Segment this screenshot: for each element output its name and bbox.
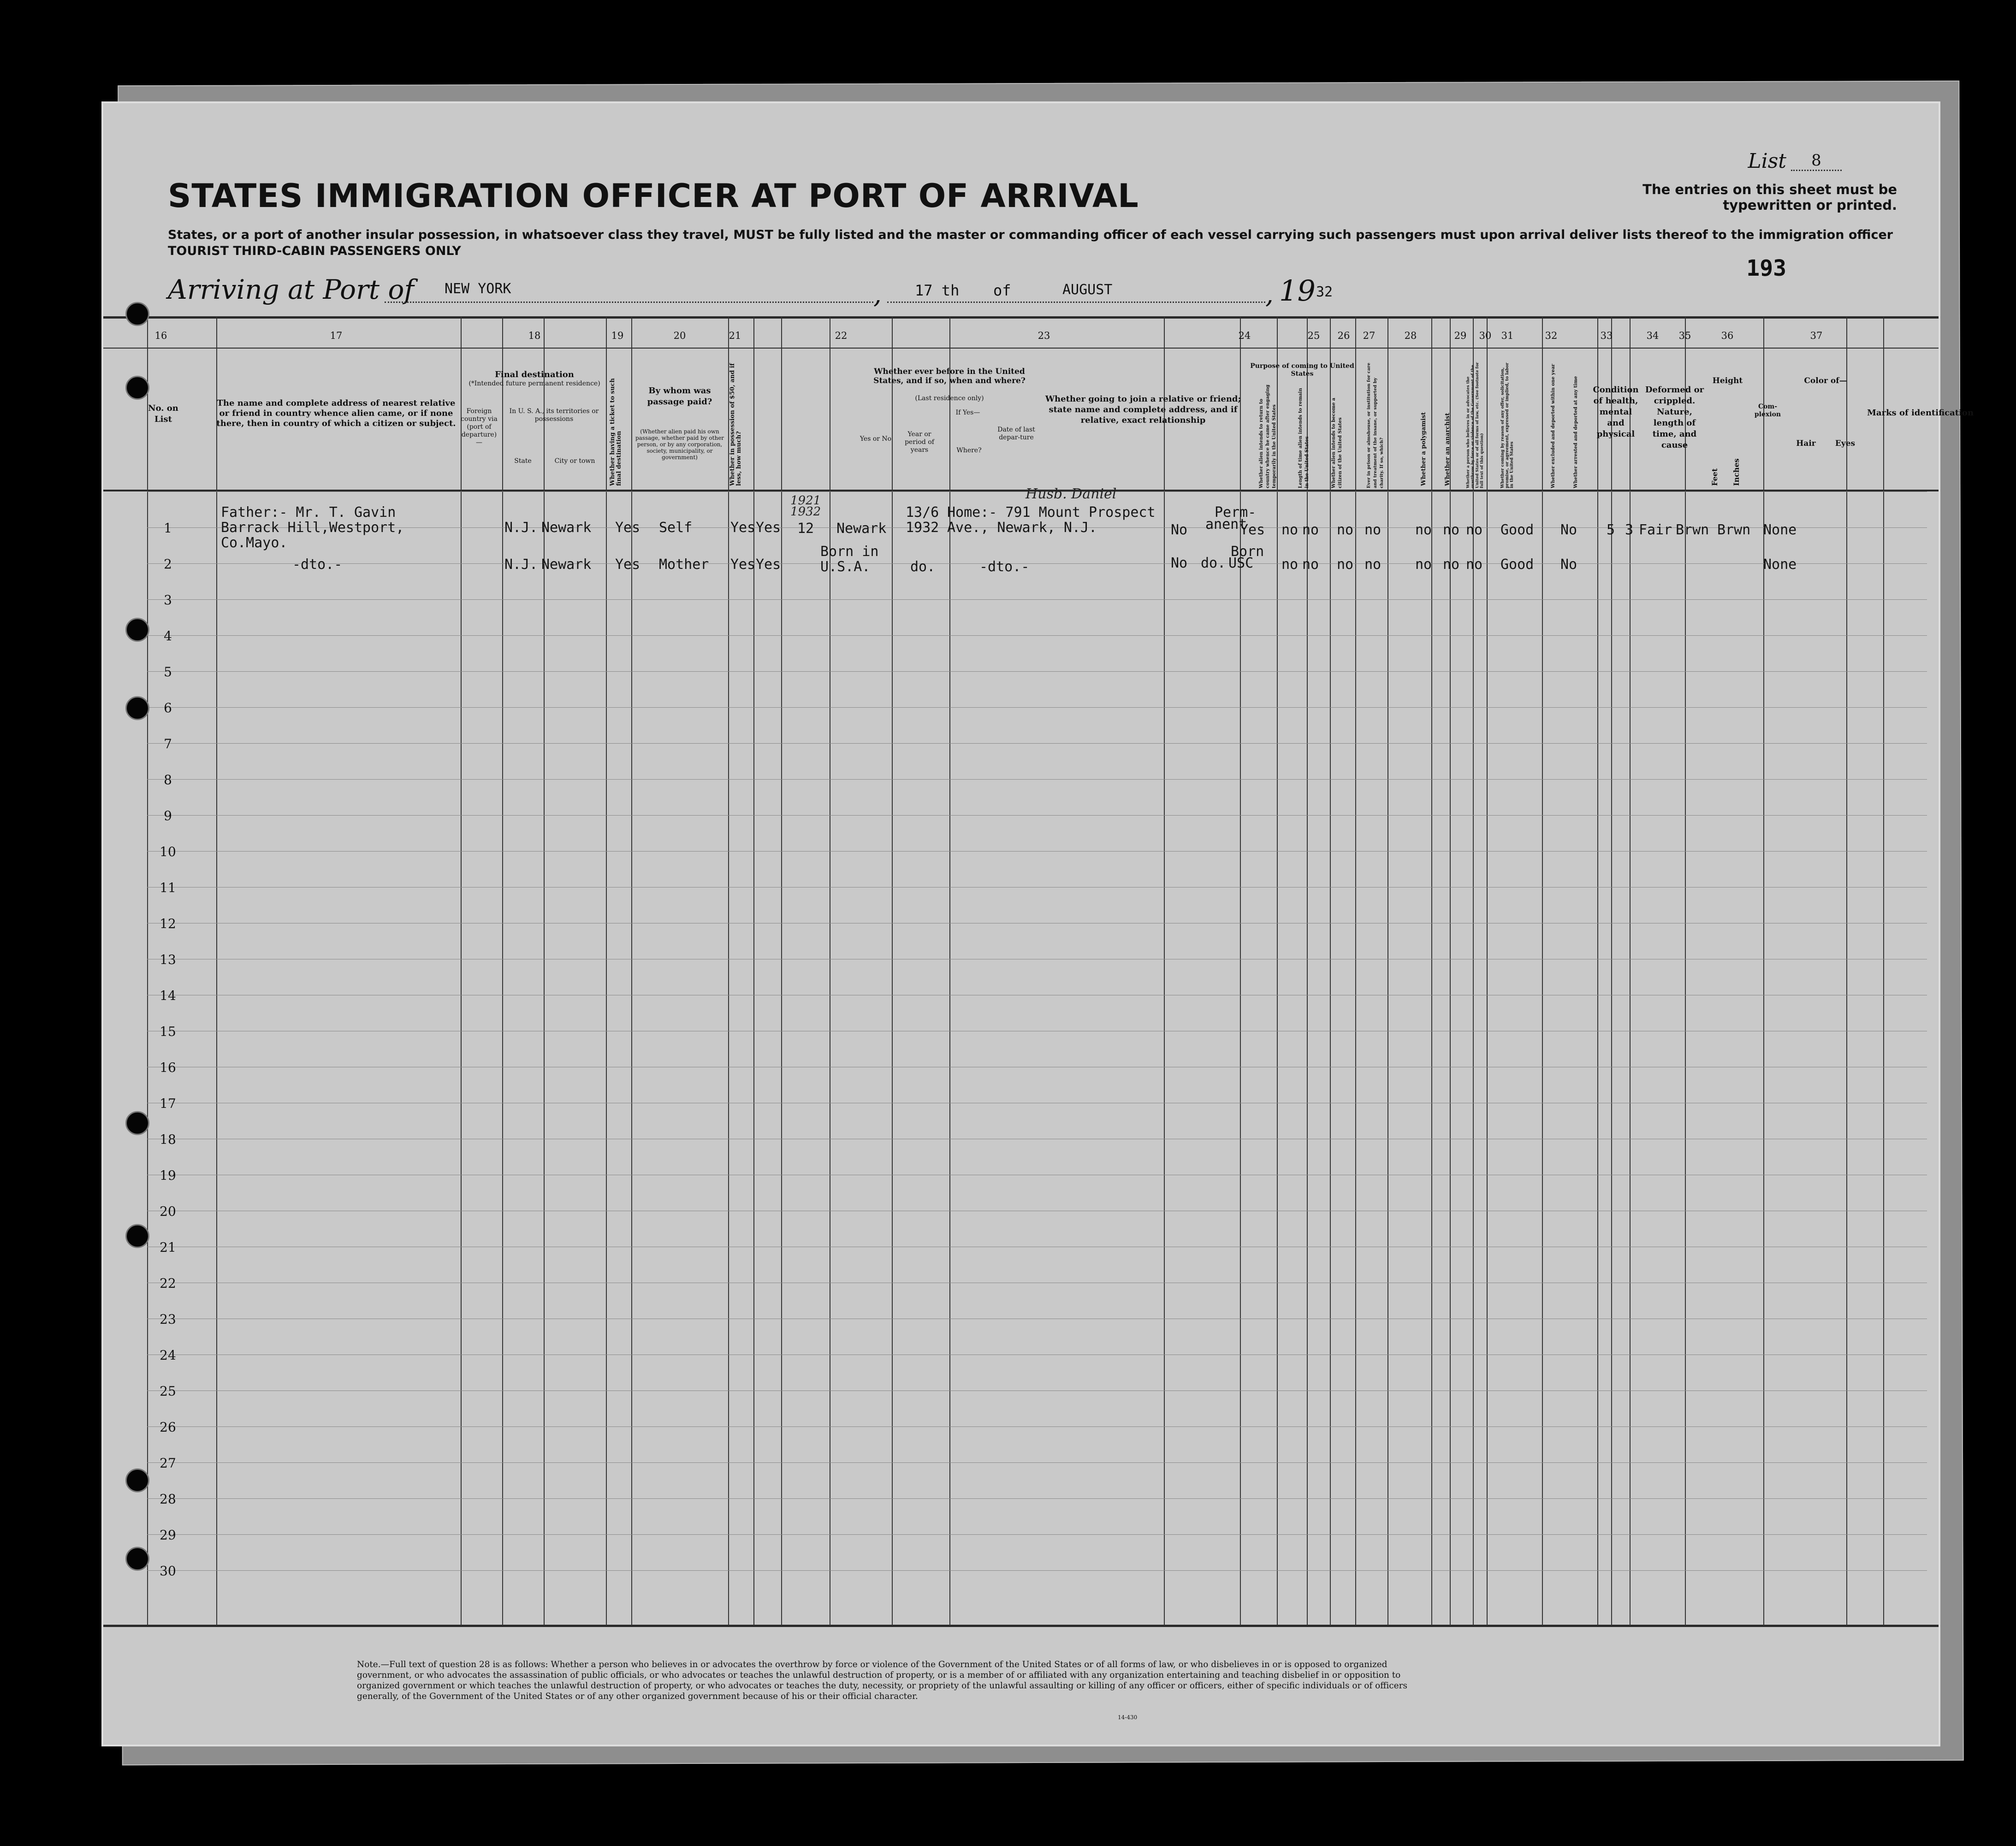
header-year-period: Year or period of years (905, 431, 934, 454)
header-hair: Hair (1796, 439, 1816, 448)
row1-has-50: Yes (730, 520, 756, 536)
row1-purpose-length-1: Perm- (1215, 504, 1257, 521)
row-number: 14 (160, 988, 176, 1003)
col-number: 30 (1479, 330, 1492, 341)
form-number: 14-430 (1118, 1714, 1138, 1721)
row-number: 10 (160, 844, 176, 859)
header-foreign-country: Foreign country via (port of departure)— (461, 408, 498, 446)
row-rule (147, 851, 1927, 852)
col-number: 28 (1404, 330, 1417, 341)
row1-prison: no (1281, 522, 1299, 538)
column-rule (1487, 316, 1488, 1626)
row-number: 27 (160, 1456, 176, 1471)
row2-ticket: Yes (615, 556, 640, 573)
column-rule (631, 316, 632, 1626)
row1-ticket: Yes (615, 520, 640, 536)
header-ever-before: Whether ever before in the United States, and if so, when and where? (873, 367, 1026, 385)
col-number: 27 (1363, 330, 1376, 341)
header-inches: Inches (1732, 458, 1741, 486)
row1-deformed: No (1560, 522, 1577, 538)
sheet-number: 193 (1746, 255, 1786, 281)
header-passage-paid-sub: (Whether alien paid his own passage, whether paid by other person, or by any corporation, society, municipality, or government) (635, 428, 724, 461)
header-date-departure: Date of last depar-ture (997, 426, 1035, 441)
header-complexion: Com-plexion (1754, 403, 1781, 418)
row2-overthrow: no (1364, 556, 1382, 573)
row1-paid-by: Self (659, 520, 693, 536)
row-number: 21 (160, 1240, 176, 1255)
col-number: 21 (729, 330, 741, 341)
header-passage-paid: By whom was passage paid? (647, 386, 712, 407)
col-number: 17 (330, 330, 343, 341)
row-number: 19 (160, 1168, 176, 1183)
header-arrested: Whether arrested and deported at any time (1573, 376, 1578, 488)
row2-relative: -dto.- (292, 556, 343, 573)
header-height: Height (1712, 376, 1743, 385)
row-rule (147, 635, 1927, 636)
row1-citizen: Yes (1240, 522, 1265, 538)
column-rule (216, 316, 217, 1626)
header-number-rule (103, 348, 1939, 349)
row2-purpose-return: No (1171, 555, 1188, 571)
arriving-label: Arriving at Port of (168, 274, 414, 305)
row1-join-handwritten: Husb. Daniel (1026, 486, 1117, 502)
col-number: 24 (1238, 330, 1251, 341)
column-rule (753, 316, 754, 1626)
row1-marks: None (1763, 522, 1797, 538)
header-marks: Marks of identification (1867, 408, 1974, 418)
row-number: 26 (160, 1420, 176, 1435)
row-rule (147, 779, 1927, 780)
column-rule (606, 316, 607, 1626)
col-number: 35 (1678, 330, 1691, 341)
column-rule (544, 316, 545, 1626)
column-rule (1597, 316, 1598, 1626)
header-final-destination: Final destination (495, 370, 574, 379)
row-number: 30 (160, 1563, 176, 1579)
row-rule (147, 671, 1927, 672)
header-nearest-relative: The name and complete address of nearest relative or friend in country whence alien came, or if none there, then in country of which a citizen or subject. (216, 398, 456, 428)
row-rule (147, 743, 1927, 744)
row1-health: Good (1500, 522, 1534, 538)
row2-date-depart: do. (910, 559, 936, 575)
column-rule (1355, 316, 1356, 1626)
header-overthrow: Whether a person who believes in or advocates the overthrow by force or violence of the Government of the United States or of all forms of law, etc. (See footnote for full text of this question) (1466, 362, 1484, 488)
header-state: State (514, 457, 532, 465)
arrival-day: 17 th (915, 282, 960, 299)
row-number: 18 (160, 1132, 176, 1147)
row2-anarchist: no (1337, 556, 1354, 573)
row1-inches: 3 (1625, 522, 1634, 538)
row-rule (147, 1426, 1927, 1427)
row-number: 5 (164, 664, 172, 680)
header-in-usa: In U. S. A., its territories or possessions (509, 408, 599, 423)
row1-years: 12 (797, 521, 814, 537)
header-yes-no: Yes or No (860, 435, 892, 443)
header-final-destination-sub: (*Intended future permanent residence) (468, 380, 600, 387)
row2-labor: no (1415, 556, 1432, 573)
column-rule (1542, 316, 1543, 1626)
punch-hole (125, 376, 149, 400)
row2-before-us: Yes (756, 556, 781, 573)
row1-city: Newark (541, 520, 592, 536)
punch-hole (125, 1547, 149, 1571)
table-bottom-rule (103, 1625, 1939, 1627)
column-rule (1330, 316, 1331, 1626)
row2-purpose-length: do. (1201, 555, 1226, 571)
instructions-line: States, or a port of another insular possession, in whatsoever class they travel, MUST be fully listed and the master or commanding officer of each vessel carrying such passengers must upon arrival deliver lists thereof to the immigration officer (168, 228, 1893, 242)
row2-where-1: Born in (820, 544, 879, 560)
of-word: of (993, 282, 1011, 299)
header-purpose-length: Length of time alien intends to remain in the United States (1298, 388, 1310, 488)
row1-date-depart-1: 13/6 (906, 504, 939, 521)
col-number: 19 (611, 330, 624, 341)
row1-join-line1: Home:- 791 Mount Prospect (947, 504, 1156, 521)
column-rule (1883, 316, 1884, 1626)
comma: , (1265, 279, 1274, 309)
row-number: 7 (164, 736, 172, 751)
header-anarchist: Whether an anarchist (1444, 413, 1451, 486)
row-rule (147, 1462, 1927, 1463)
col-number: 34 (1646, 330, 1659, 341)
date-underline (887, 302, 1265, 303)
row-number: 28 (160, 1491, 176, 1507)
row-rule (147, 1498, 1927, 1499)
comma: , (873, 279, 882, 309)
column-rule (892, 316, 893, 1626)
col-number: 31 (1501, 330, 1514, 341)
row1-anarchist: no (1337, 522, 1354, 538)
column-rule (728, 316, 729, 1626)
col-number: 32 (1545, 330, 1558, 341)
header-deformed: Deformed or crippled. Nature, length of time, and cause (1645, 385, 1704, 450)
header-fifty-dollars: Whether in possession of $50, and if less, how much? (729, 363, 742, 486)
row1-labor: no (1415, 522, 1432, 538)
entries-note: The entries on this sheet must be typewritten or printed. (1642, 182, 1897, 213)
row1-purpose-return: No (1171, 522, 1188, 538)
list-number: 8 (1791, 151, 1842, 171)
row-number: 16 (160, 1060, 176, 1075)
row2-arrested: no (1466, 556, 1483, 573)
punch-hole (125, 302, 149, 326)
header-going-to-join: Whether going to join a relative or friend; state name and complete address, and if relative, exact relationship (1045, 394, 1241, 425)
header-health: Condition of health, mental and physical (1593, 385, 1639, 439)
column-rule (781, 316, 782, 1626)
row1-date-depart-2: 1932 (906, 520, 939, 536)
header-color-of: Color of— (1804, 376, 1847, 385)
col-number: 16 (154, 330, 167, 341)
row-number: 8 (164, 772, 172, 787)
col-number: 29 (1454, 330, 1467, 341)
row1-where: Newark (836, 521, 887, 537)
row2-state: N.J. (504, 556, 538, 573)
row2-polygamist: no (1302, 556, 1319, 573)
port-value: NEW YORK (445, 281, 511, 297)
row1-purpose-length-2: anent (1205, 516, 1247, 532)
row1-complexion: Fair (1639, 522, 1672, 538)
table-top-rule (103, 316, 1939, 319)
row2-has-50: Yes (730, 556, 756, 573)
punch-hole (125, 618, 149, 642)
row1-feet: 5 (1607, 522, 1615, 538)
row-rule (147, 1534, 1927, 1535)
column-rule (1164, 316, 1165, 1626)
row2-excluded: no (1443, 556, 1460, 573)
row-number: 29 (160, 1527, 176, 1543)
row2-marks: None (1763, 556, 1797, 573)
header-feet: Feet (1710, 468, 1719, 486)
row1-hair: Brwn (1676, 522, 1709, 538)
header-purpose-citizen: Whether alien intends to become a citizen of the United States (1331, 397, 1343, 488)
row-rule (147, 887, 1927, 888)
punch-hole (125, 1468, 149, 1492)
row-number: 6 (164, 700, 172, 716)
row-rule (147, 1570, 1927, 1571)
header-prison: Ever in prison or almshouse, or institution for care and treatment of the insane, or supported by charity. If so, which? (1366, 362, 1384, 488)
row-number: 22 (160, 1276, 176, 1291)
row-number: 20 (160, 1204, 176, 1219)
column-rule (1630, 316, 1631, 1626)
column-rule (1685, 316, 1686, 1626)
row-rule (147, 815, 1927, 816)
row-rule (147, 1390, 1927, 1391)
punch-hole (125, 1224, 149, 1248)
row-number: 13 (160, 952, 176, 967)
row1-state: N.J. (504, 520, 538, 536)
header-no-on-list: No. on List (148, 403, 178, 424)
header-city: City or town (554, 457, 595, 465)
row-rule (147, 563, 1927, 564)
list-label: List (1748, 149, 1786, 173)
row1-arrested: no (1466, 522, 1483, 538)
manifest-sheet (101, 101, 1974, 1746)
column-rule (502, 316, 503, 1626)
row2-citizen-2: USC (1228, 555, 1254, 571)
row1-years-handwritten: 1921 1932 (790, 494, 821, 519)
row2-city: Newark (541, 556, 592, 573)
header-eyes: Eyes (1835, 439, 1856, 448)
row-number: 12 (160, 916, 176, 931)
punch-hole (125, 1111, 149, 1135)
row-number: 25 (160, 1384, 176, 1399)
header-ever-before-sub: (Last residence only) (915, 395, 984, 402)
header-purpose-return: Whether alien intends to return to country whence he came after engaging temporarily in the United States (1259, 385, 1277, 488)
row1-join-line2: Ave., Newark, N.J. (947, 520, 1097, 536)
header-polygamist: Whether a polygamist (1420, 412, 1427, 486)
row2-where-2: U.S.A. (820, 559, 871, 575)
row-number: 15 (160, 1024, 176, 1039)
row-number: 2 (164, 556, 172, 572)
class-line: TOURIST THIRD-CABIN PASSENGERS ONLY (168, 244, 461, 258)
row-number: 17 (160, 1096, 176, 1111)
row2-deformed: No (1560, 556, 1577, 573)
column-rule (1307, 316, 1308, 1626)
row2-paid-by: Mother (659, 556, 709, 573)
col-number: 36 (1721, 330, 1734, 341)
arrival-month: AUGUST (1062, 282, 1113, 298)
row2-citizen-1: Born (1231, 544, 1264, 560)
header-labor-offer: Whether coming by reason of any offer, solicitation, promise, or agreement, expressed or implied, to labor in the United States (1500, 362, 1514, 488)
column-rule (1431, 316, 1432, 1626)
col-number: 18 (528, 330, 541, 341)
row1-eyes: Brwn (1717, 522, 1751, 538)
row1-before-us: Yes (756, 520, 781, 536)
year-prefix: 19 (1279, 274, 1316, 308)
port-underline (385, 302, 873, 303)
column-rule (1387, 316, 1388, 1626)
header-if-yes: If Yes— (955, 409, 980, 416)
row1-relative-line1: Father:- Mr. T. Gavin (221, 504, 396, 521)
year-suffix: 32 (1316, 284, 1333, 300)
row-number: 11 (160, 880, 176, 895)
column-rule (1277, 316, 1278, 1626)
row2-join: -dto.- (979, 559, 1030, 575)
column-rule (1450, 316, 1451, 1626)
header-where: Where? (956, 447, 982, 454)
row2-prison: no (1281, 556, 1299, 573)
col-number: 33 (1600, 330, 1613, 341)
col-number: 22 (835, 330, 848, 341)
row1-overthrow: no (1364, 522, 1382, 538)
col-number: 37 (1810, 330, 1823, 341)
header-purpose: Purpose of coming to United States (1250, 362, 1354, 378)
row-number: 24 (160, 1348, 176, 1363)
column-rule (461, 316, 462, 1626)
column-rule (1846, 316, 1847, 1626)
row-rule (147, 599, 1927, 600)
col-number: 25 (1307, 330, 1320, 341)
header-ticket: Whether having a ticket to such final destination (609, 378, 623, 486)
col-number: 20 (673, 330, 686, 341)
row1-excluded: no (1443, 522, 1460, 538)
column-rule (1473, 316, 1474, 1626)
col-number: 26 (1337, 330, 1350, 341)
column-rule (1611, 316, 1612, 1626)
footnote-question-28: Note.—Full text of question 28 is as follows: Whether a person who believes in or advocates the overthrow by force or violence of the Government of the United States or of all forms of law, or who disbelieves in or is opposed to organized government, or who advocates the assassination of public officials, or who advocates or teaches the unlawful destruction of property, or is a member of or affiliated with any organization entertaining and teaching disbelief in or opposition to organized government or which teaches the unlawful destruction of property, or who advocates or teaches the duty, necessity, or propriety of the unlawful assaulting or killing of any officer or officers, either of specific individuals or of officers generally, of the Government of the United States or of any other organized government because of his or their official character. (357, 1660, 1407, 1701)
row-number: 3 (164, 592, 172, 608)
punch-hole (125, 696, 149, 720)
page-title: STATES IMMIGRATION OFFICER AT PORT OF ARRIVAL (168, 177, 1139, 215)
row1-relative-line3: Co.Mayo. (221, 535, 288, 551)
row-number: 9 (164, 808, 172, 823)
row1-polygamist: no (1302, 522, 1319, 538)
row-number: 4 (164, 628, 172, 644)
row-number: 1 (164, 521, 172, 536)
row-rule (147, 707, 1927, 708)
row-number: 23 (160, 1312, 176, 1327)
column-rule (1763, 316, 1764, 1626)
row2-health: Good (1500, 556, 1534, 573)
header-excluded: Whether excluded and deported within one year (1551, 364, 1556, 488)
col-number: 23 (1038, 330, 1050, 341)
row1-relative-line2: Barrack Hill,Westport, (221, 520, 404, 536)
column-rule (147, 316, 148, 1626)
